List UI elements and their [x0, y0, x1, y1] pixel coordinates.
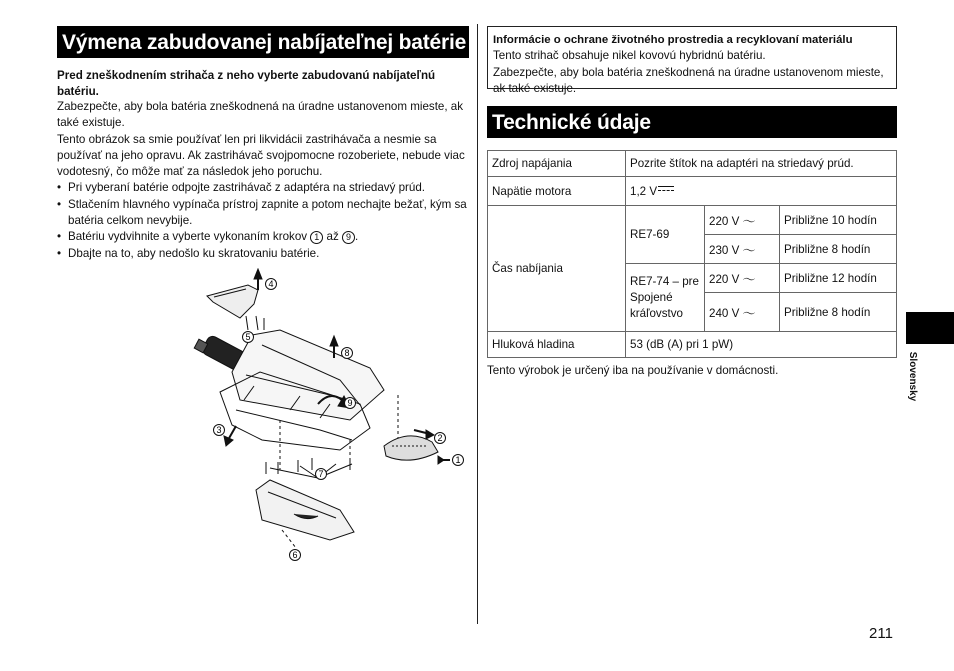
illustration-usage-paragraph: Tento obrázok sa smie používať len pri likvidácii zastrihávača a nesmie sa používať na jeho opravu. Ak zastrihávač svojpomocne rozoberiete, nebude viac vodotesný, čo môže mať za následok jeho poruchu. [57, 132, 465, 179]
ac-symbol-icon: 〜 [742, 271, 756, 287]
page-number: 211 [869, 625, 893, 642]
language-label-text: Slovensky [907, 351, 919, 402]
list-item [57, 229, 469, 245]
environment-info-box [487, 26, 897, 95]
table-cell: Približne 10 hodín [780, 206, 897, 235]
right-column [487, 26, 897, 377]
language-label [904, 351, 924, 411]
voltage-value: 220 V [709, 272, 740, 286]
disassembly-illustration [190, 268, 480, 568]
info-line: Tento strihač obsahuje nikel kovovú hybridnú batériu. [493, 49, 766, 63]
list-item: • Stlačením hlavného vypínača prístroj zapnite a potom nechajte bežať, kým sa batéria celkom nevybije. [57, 197, 469, 230]
battery-removal-warning: Pred zneškodnením strihača z neho vyberte zabudovanú nabíjateľnú batériu. [57, 69, 436, 98]
list-item: • Pri vyberaní batérie odpojte zastrihávač z adaptéra na striedavý prúd. [57, 180, 469, 196]
table-cell: Zdroj napájania [488, 151, 626, 177]
language-tab-marker [906, 312, 954, 344]
table-cell [705, 235, 780, 264]
callout-label: 9 [347, 398, 353, 408]
household-use-note: Tento výrobok je určený iba na používanie v domácnosti. [487, 364, 779, 377]
table-row [488, 177, 897, 206]
callout-label: 1 [455, 455, 461, 465]
column-divider [477, 24, 478, 624]
table-cell: RE7-69 [626, 206, 705, 264]
table-cell [626, 177, 897, 206]
table-cell: RE7-74 – pre Spojené kráľovstvo [626, 264, 705, 332]
callout-label: 5 [245, 332, 251, 342]
ac-symbol-icon: 〜 [742, 213, 756, 229]
callout-label: 7 [318, 469, 324, 479]
table-cell [705, 206, 780, 235]
table-cell: Čas nabíjania [488, 206, 626, 332]
callout-label: 4 [268, 279, 274, 289]
step-number: 1 [310, 231, 323, 244]
step-number: 9 [342, 231, 355, 244]
table-cell: Približne 8 hodín [780, 293, 897, 332]
instruction-list [57, 180, 469, 261]
table-row [488, 151, 897, 177]
dc-symbol-icon [658, 186, 674, 195]
step-connector: až [326, 230, 339, 244]
specifications-table [487, 150, 897, 358]
callout-label: 2 [437, 433, 443, 443]
table-cell: Približne 12 hodín [780, 264, 897, 293]
callout-label: 3 [216, 425, 222, 435]
list-item: • Dbajte na to, aby nedošlo ku skratovaniu batérie. [57, 246, 469, 262]
section-heading-specs: Technické údaje [487, 106, 897, 138]
step-end: . [355, 230, 359, 244]
disposal-paragraph: Zabezpečte, aby bola batéria zneškodnená na úradne ustanovenom mieste, ak také existuje. [57, 100, 464, 130]
left-column [57, 26, 469, 262]
step-instruction-text: Batériu vydvihnite a vyberte vykonaním krokov [68, 230, 308, 244]
table-cell: Napätie motora [488, 177, 626, 206]
table-row [488, 332, 897, 358]
table-cell [705, 264, 780, 293]
voltage-value: 220 V [709, 214, 740, 228]
voltage-value: 240 V [709, 306, 740, 320]
section-heading-battery: Výmena zabudovanej nabíjateľnej batérie [57, 26, 469, 58]
info-line: Zabezpečte, aby bola batéria zneškodnená na úradne ustanovenom mieste, ak také existuje. [493, 65, 884, 95]
table-row [488, 206, 897, 235]
table-cell [705, 293, 780, 332]
callout-label: 6 [292, 550, 298, 560]
ac-symbol-icon: 〜 [742, 305, 756, 321]
table-cell: 53 (dB (A) pri 1 pW) [626, 332, 897, 358]
motor-voltage-value: 1,2 V [630, 184, 658, 198]
table-cell: Pozrite štítok na adaptéri na striedavý prúd. [626, 151, 897, 177]
table-cell: Hluková hladina [488, 332, 626, 358]
table-cell: Približne 8 hodín [780, 235, 897, 264]
ac-symbol-icon: 〜 [742, 242, 756, 258]
info-box-title: Informácie o ochrane životného prostredia a recyklovaní materiálu [493, 34, 853, 46]
callout-label: 8 [344, 348, 350, 358]
voltage-value: 230 V [709, 243, 740, 257]
